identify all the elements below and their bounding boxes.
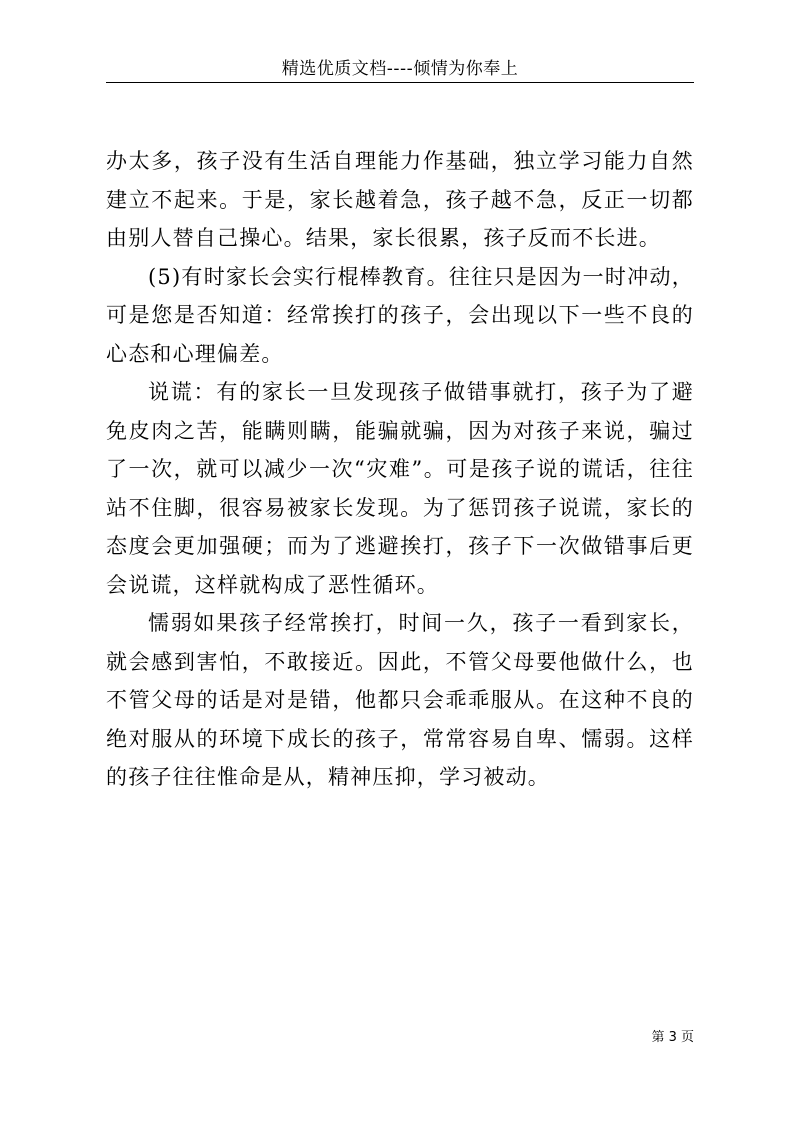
document-body (106, 142, 694, 797)
paragraph-corporal-punishment: (5)有时家长会实行棍棒教育。往往只是因为一时冲动，可是您是否知道：经常挨打的孩子，会出现以下一些不良的心态和心理偏差。 (106, 264, 694, 366)
paragraph-lying: 说谎：有的家长一旦发现孩子做错事就打，孩子为了避免皮肉之苦，能瞒则瞒，能骗就骗，因为对孩子来说，骗过了一次，就可以减少一次“灾难”。可是孩子说的谎话，往往站不住脚，很容易被家长发现。为了惩罚孩子说谎，家长的态度会更加强硬；而为了逃避挨打，孩子下一次做错事后更会说谎，这样就构成了恶性循环。 (106, 380, 694, 597)
header-divider (106, 82, 694, 83)
page-number: 第 3 页 (651, 1030, 694, 1045)
page-header-title: 精选优质文档----倾情为你奉上 (281, 59, 519, 79)
paragraph-continuation: 办太多，孩子没有生活自理能力作基础，独立学习能力自然建立不起来。于是，家长越着急，孩子越不急，反正一切都由别人替自己操心。结果，家长很累，孩子反而不长进。 (106, 149, 694, 250)
paragraph-timidity: 懦弱如果孩子经常挨打，时间一久，孩子一看到家长，就会感到害怕，不敢接近。因此，不管父母要他做什么，也不管父母的话是对是错，他都只会乖乖服从。在这种不良的绝对服从的环境下成长的孩子，常常容易自卑、懦弱。这样的孩子往往惟命是从，精神压抑，学习被动。 (106, 611, 694, 789)
